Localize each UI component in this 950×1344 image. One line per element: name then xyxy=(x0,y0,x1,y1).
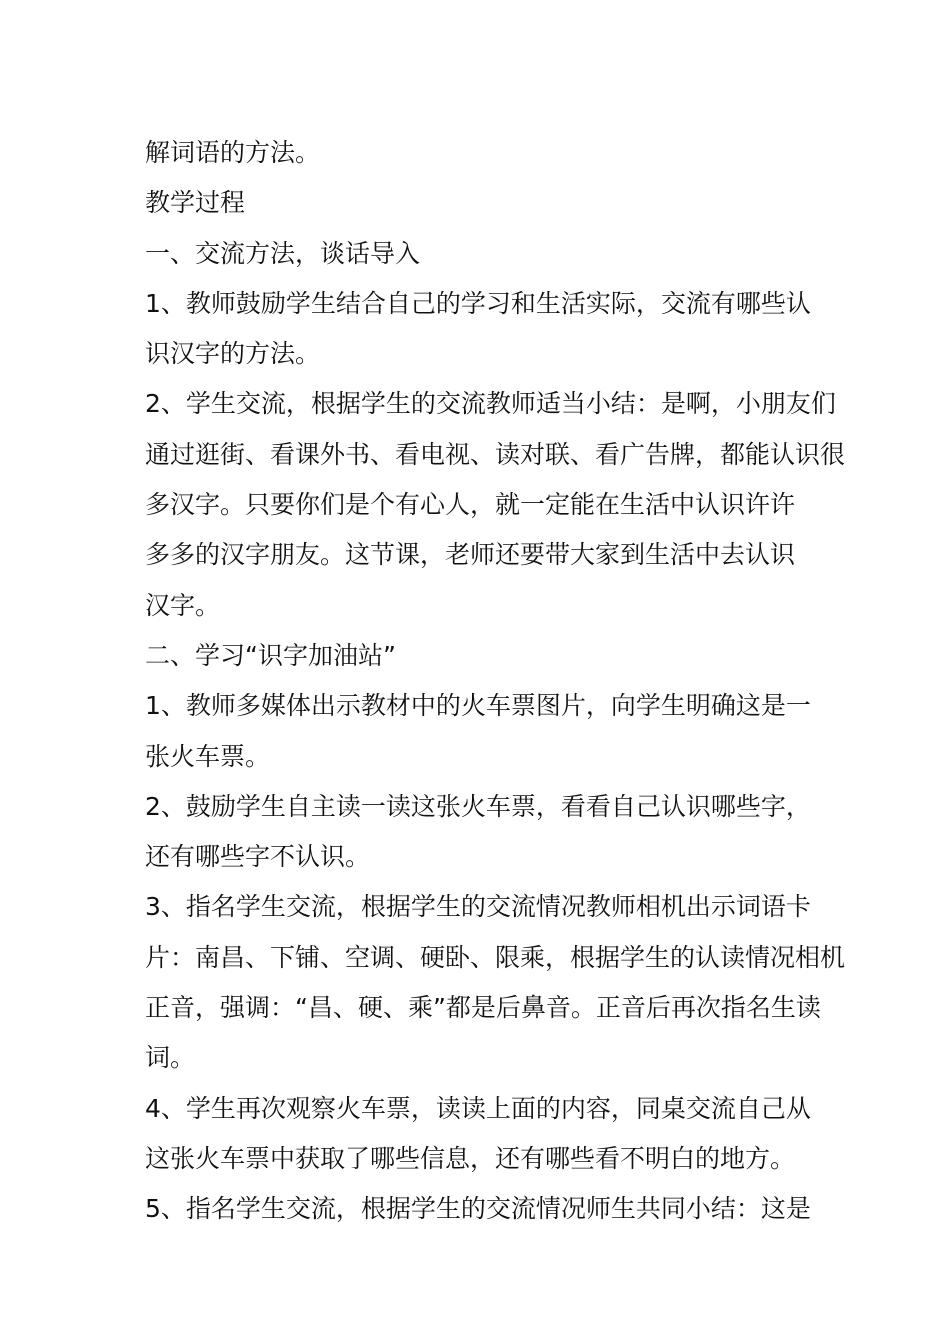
section-heading: 教学过程 xyxy=(145,188,246,218)
text-line: 识汉字的方法。 xyxy=(145,339,321,369)
text-line: 3、指名学生交流，根据学生的交流情况教师相机出示词语卡 xyxy=(145,892,811,922)
section-heading: 一、交流方法，谈话导入 xyxy=(145,238,421,268)
text-line: 5、指名学生交流，根据学生的交流情况师生共同小结：这是 xyxy=(145,1194,811,1224)
section-heading: 二、学习“识字加油站” xyxy=(145,640,396,670)
text-line: 汉字。 xyxy=(145,590,221,620)
text-line: 张火车票。 xyxy=(145,741,271,771)
text-line: 2、鼓励学生自主读一读这张火车票，看看自己认识哪些字， xyxy=(145,791,811,821)
text-line: 1、教师鼓励学生结合自己的学习和生活实际，交流有哪些认 xyxy=(145,288,811,318)
text-line: 词。 xyxy=(145,1043,196,1073)
text-line: 多多的汉字朋友。这节课，老师还要带大家到生活中去认识 xyxy=(145,540,796,570)
text-line: 片：南昌、下铺、空调、硬卧、限乘，根据学生的认读情况相机 xyxy=(145,942,846,972)
text-line: 多汉字。只要你们是个有心人，就一定能在生活中认识许许 xyxy=(145,490,796,520)
document-body xyxy=(145,128,846,1235)
text-line: 2、学生交流，根据学生的交流教师适当小结：是啊，小朋友们 xyxy=(145,389,836,419)
text-line: 1、教师多媒体出示教材中的火车票图片，向学生明确这是一 xyxy=(145,691,811,721)
text-line: 解词语的方法。 xyxy=(145,138,321,167)
text-line: 通过逛街、看课外书、看电视、读对联、看广告牌，都能认识很 xyxy=(145,439,846,469)
text-line: 4、学生再次观察火车票，读读上面的内容，同桌交流自己从 xyxy=(145,1093,811,1123)
text-line: 正音，强调：“昌、硬、乘”都是后鼻音。正音后再次指名生读 xyxy=(145,993,821,1023)
text-line: 这张火车票中获取了哪些信息，还有哪些看不明白的地方。 xyxy=(145,1143,796,1173)
text-line: 还有哪些字不认识。 xyxy=(145,842,371,872)
